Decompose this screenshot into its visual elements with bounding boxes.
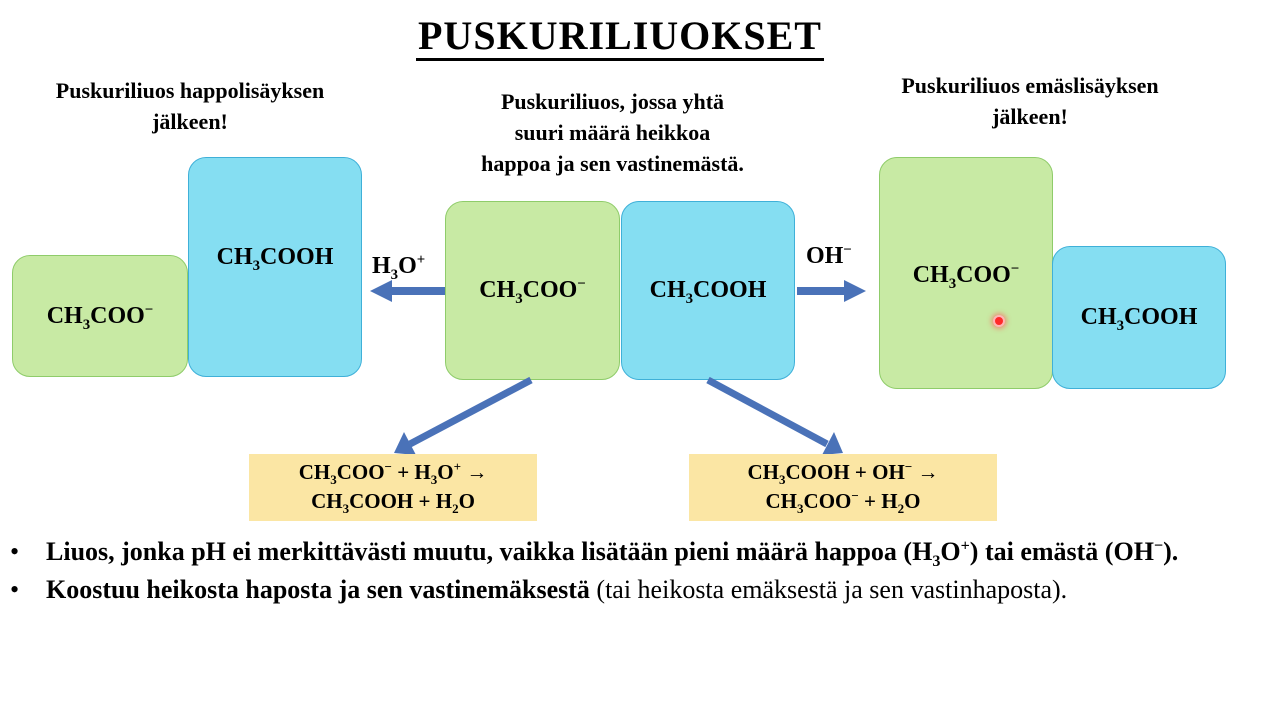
acetic-acid-formula: $CH_3COOH$ <box>216 243 334 274</box>
arrow-right-base-addition <box>797 280 866 302</box>
bullet-marker: • <box>10 575 20 604</box>
arrow-left-acid-addition <box>370 280 445 302</box>
list-item: • Koostuu heikosta haposta ja sen vastinemäksestä (tai heikosta emäksestä ja sen vastinhaposta). <box>10 572 1270 607</box>
acetate-formula: $CH_3COO^-$ <box>46 301 154 333</box>
bullet-marker: • <box>10 537 20 566</box>
acetic-acid-formula: $CH_3COOH$ <box>649 277 767 307</box>
equation-base-reaction: $CH_3COOH + OH^-$ → $CH_3COO^- + H_2O$ <box>689 454 997 521</box>
added-acid-label: $H_3O^+$ <box>372 252 426 283</box>
arrow-to-right-equation <box>708 380 827 444</box>
acetic-acid-formula: $CH_3COOH$ <box>1080 304 1198 334</box>
acetate-formula: $CH_3COO^-$ <box>912 261 1020 292</box>
pointer-cursor <box>993 315 1005 327</box>
caption-buffer: Puskuriliuos, jossa yhtä suuri määrä heikkoa happoa ja sen vastinemästä. <box>481 89 744 176</box>
caption-after-acid: Puskuriliuos happolisäyksen jälkeen! <box>55 78 325 134</box>
acetate-formula: $CH_3COO^-$ <box>479 276 586 307</box>
list-item: • Liuos, jonka pH ei merkittävästi muutu, vaikka lisätään pieni määrä happoa $(H_3O^+)$ tai emästä (OH−). <box>10 534 1270 569</box>
caption-after-base: Puskuriliuos emäslisäyksen jälkeen! <box>901 73 1159 129</box>
bullet-list <box>10 534 1270 607</box>
arrow-to-left-equation <box>410 380 531 444</box>
equation-acid-reaction: $CH_3COO^- + H_3O^+$ → $CH_3COOH + H_2O$ <box>249 454 537 521</box>
added-base-label: OH− <box>806 242 852 269</box>
page-title: PUSKURILIUOKSET <box>0 12 1240 59</box>
